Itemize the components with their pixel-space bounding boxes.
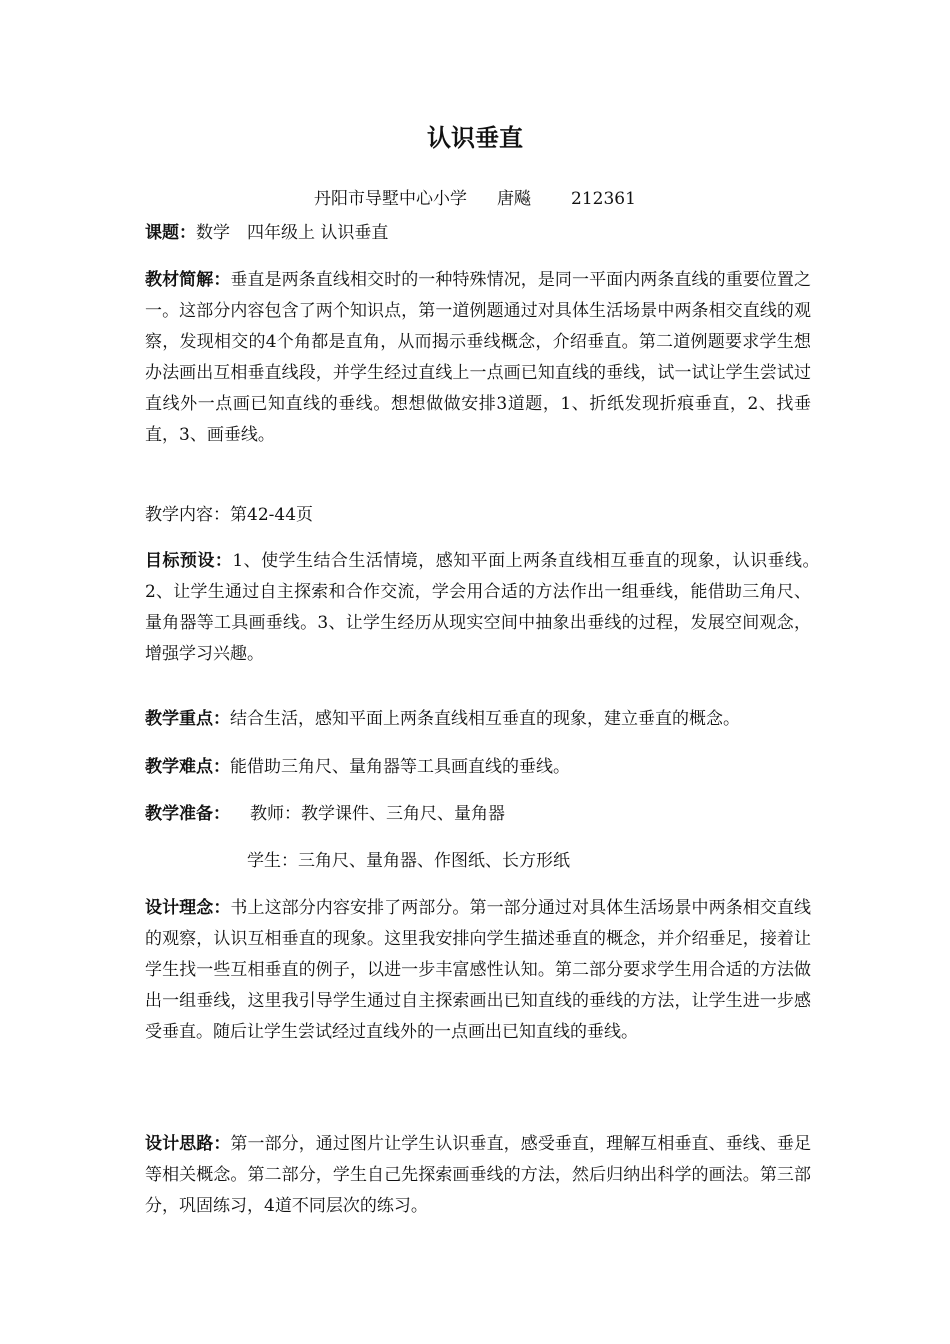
textbook-label: 教材简解： [145,270,231,290]
author-code: 212361 [571,189,636,209]
key-point-section [145,704,811,735]
key-point-label: 教学重点： [145,709,230,729]
approach-text: 第一部分，通过图片让学生认识垂直，感受垂直，理解互相垂直、垂线、垂足等相关概念。第二部分，学生自己先探索画垂线的方法，然后归纳出科学的画法。第三部分，巩固练习，4道不同层次的练习。 [145,1134,812,1216]
topic-section [145,218,811,249]
topic-label: 课题： [145,223,196,243]
concept-section [145,893,811,1048]
difficulty-section [145,752,811,783]
goals-text: 1、使学生结合生活情境，感知平面上两条直线相互垂直的现象，认识垂线。 2、让学生通过自主探索和合作交流，学会用合适的方法作出一组垂线，能借助三角尺、量角器等工具画垂线。3、让学生经历从现实空间中抽象出垂线的过程，发展空间观念，增强学习兴趣。 [145,551,828,664]
key-point-text: 结合生活，感知平面上两条直线相互垂直的现象，建立垂直的概念。 [230,709,740,729]
goals-section [145,546,828,670]
approach-label: 设计思路： [145,1134,231,1154]
school-name: 丹阳市导墅中心小学 [314,189,468,209]
preparation-section [145,799,811,830]
topic-text: 数学 四年级上 认识垂直 [196,223,389,243]
document-title: 认识垂直 [427,124,523,152]
approach-section [145,1129,811,1222]
preparation-teacher: 教师：教学课件、三角尺、量角器 [250,804,505,824]
content-section [145,500,811,531]
goals-label: 目标预设： [145,551,233,571]
preparation-label: 教学准备： [145,804,230,824]
textbook-text: 垂直是两条直线相交时的一种特殊情况，是同一平面内两条直线的重要位置之一。这部分内容包含了两个知识点，第一道例题通过对具体生活场景中两条相交直线的观察，发现相交的4个角都是直角，从而揭示垂线概念，介绍垂直。第二道例题要求学生想办法画出互相垂直线段，并学生经过直线上一点画已知直线的垂线，试一试让学生尝试过直线外一点画已知直线的垂线。想想做做安排3道题，1、折纸发现折痕垂直，2、找垂直，3、画垂线。 [145,270,812,445]
textbook-section [145,265,811,451]
difficulty-text: 能借助三角尺、量角器等工具画直线的垂线。 [230,757,570,777]
concept-label: 设计理念： [145,898,231,918]
author-line [0,184,950,209]
author-name: 唐飚 [497,189,532,209]
content-label: 教学内容： [145,505,230,525]
preparation-student: 学生：三角尺、量角器、作图纸、长方形纸 [247,851,570,871]
difficulty-label: 教学难点： [145,757,230,777]
content-text: 第42-44页 [230,505,314,525]
concept-text: 书上这部分内容安排了两部分。第一部分通过对具体生活场景中两条相交直线的观察，认识互相垂直的现象。这里我安排向学生描述垂直的概念，并介绍垂足，接着让学生找一些互相垂直的例子，以进一步丰富感性认知。第二部分要求学生用合适的方法做出一组垂线，这里我引导学生通过自主探索画出已知直线的垂线的方法，让学生进一步感受垂直。随后让学生尝试经过直线外的一点画出已知直线的垂线。 [145,898,812,1042]
